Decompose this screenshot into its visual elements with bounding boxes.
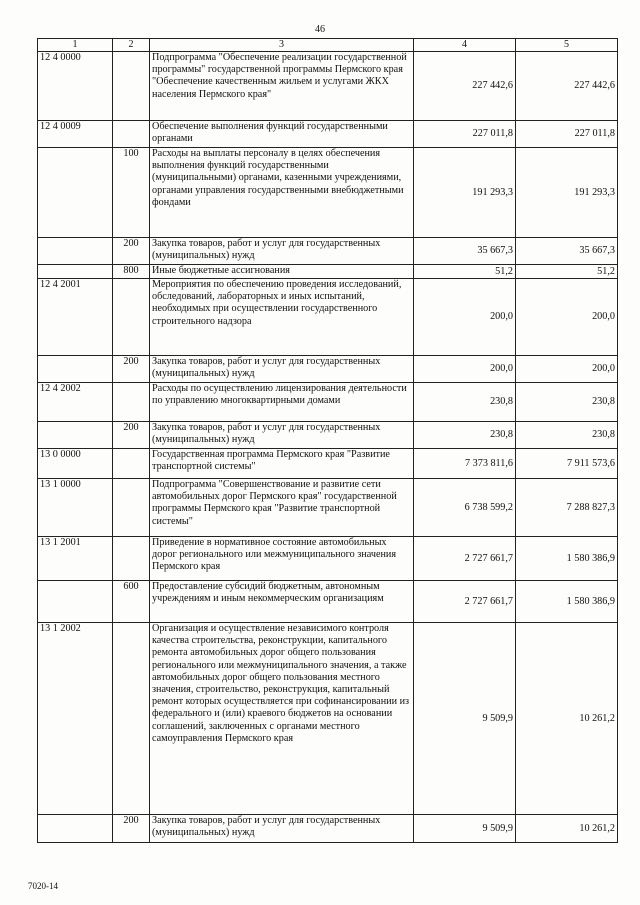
item-name: Предоставление субсидий бюджетным, автономным учреждениям и иным некоммерческим организациям [150, 581, 414, 623]
value-col-4: 227 442,6 [414, 52, 516, 121]
expense-type: 200 [113, 815, 150, 843]
target-code [38, 238, 113, 265]
table-row [38, 479, 618, 537]
value-col-4: 200,0 [414, 279, 516, 356]
item-name: Обеспечение выполнения функций государственными органами [150, 121, 414, 148]
item-name: Подпрограмма "Обеспечение реализации государственной программы" государственной программы Пермского края "Обеспечение качественным жильем и услугами ЖКХ населения Пермского края" [150, 52, 414, 121]
budget-table [37, 38, 618, 843]
expense-type [113, 121, 150, 148]
item-name: Закупка товаров, работ и услуг для государственных (муниципальных) нужд [150, 238, 414, 265]
value-col-5: 7 911 573,6 [516, 449, 618, 479]
item-name: Приведение в нормативное состояние автомобильных дорог регионального или межмуниципального значения Пермского края [150, 537, 414, 581]
expense-type: 200 [113, 238, 150, 265]
table-row [38, 238, 618, 265]
value-col-5: 230,8 [516, 383, 618, 422]
table-row [38, 52, 618, 121]
item-name: Подпрограмма "Совершенствование и развитие сети автомобильных дорог Пермского края" государственной программы Пермского края "Развитие транспортной системы" [150, 479, 414, 537]
value-col-5: 230,8 [516, 422, 618, 449]
target-code: 13 0 0000 [38, 449, 113, 479]
value-col-5: 1 580 386,9 [516, 581, 618, 623]
target-code: 12 4 0000 [38, 52, 113, 121]
item-name: Расходы по осуществлению лицензирования деятельности по управлению многоквартирными домами [150, 383, 414, 422]
table-row [38, 422, 618, 449]
value-col-5: 35 667,3 [516, 238, 618, 265]
header-col-5: 5 [516, 39, 618, 52]
value-col-4: 35 667,3 [414, 238, 516, 265]
header-col-2: 2 [113, 39, 150, 52]
value-col-5: 7 288 827,3 [516, 479, 618, 537]
expense-type [113, 479, 150, 537]
target-code [38, 265, 113, 279]
header-row [38, 39, 618, 52]
item-name: Иные бюджетные ассигнования [150, 265, 414, 279]
expense-type [113, 52, 150, 121]
target-code [38, 581, 113, 623]
target-code: 12 4 2002 [38, 383, 113, 422]
document-code: 7020-14 [28, 881, 58, 891]
table-row [38, 279, 618, 356]
expense-type: 100 [113, 148, 150, 238]
item-name: Мероприятия по обеспечению проведения исследований, обследований, лабораторных и иных испытаний, необходимых при осуществлении государственного строительного надзора [150, 279, 414, 356]
value-col-5: 191 293,3 [516, 148, 618, 238]
target-code: 12 4 0009 [38, 121, 113, 148]
value-col-4: 200,0 [414, 356, 516, 383]
item-name: Закупка товаров, работ и услуг для государственных (муниципальных) нужд [150, 356, 414, 383]
expense-type: 200 [113, 356, 150, 383]
header-col-3: 3 [150, 39, 414, 52]
expense-type [113, 383, 150, 422]
table-row [38, 623, 618, 815]
value-col-4: 191 293,3 [414, 148, 516, 238]
value-col-5: 227 442,6 [516, 52, 618, 121]
target-code [38, 148, 113, 238]
value-col-4: 7 373 811,6 [414, 449, 516, 479]
value-col-5: 227 011,8 [516, 121, 618, 148]
value-col-4: 6 738 599,2 [414, 479, 516, 537]
target-code [38, 422, 113, 449]
expense-type: 200 [113, 422, 150, 449]
value-col-4: 227 011,8 [414, 121, 516, 148]
value-col-5: 200,0 [516, 279, 618, 356]
value-col-5: 10 261,2 [516, 815, 618, 843]
table-row [38, 265, 618, 279]
table-row [38, 383, 618, 422]
table-row [38, 449, 618, 479]
expense-type: 800 [113, 265, 150, 279]
value-col-5: 51,2 [516, 265, 618, 279]
table-row [38, 815, 618, 843]
table-row [38, 148, 618, 238]
value-col-4: 51,2 [414, 265, 516, 279]
target-code: 13 1 2001 [38, 537, 113, 581]
item-name: Организация и осуществление независимого контроля качества строительства, реконструкции, капитального ремонта автомобильных дорог общего пользования регионального или межмуниципального значения, а также автомобильных дорог общего пользования местного значения, строительство, реконструкция, капитальный ремонт которых осуществляется при софинансировании из федерального и (или) краевого бюджетов на основании соглашений, заключенных с органами местного самоуправления Пермского края [150, 623, 414, 815]
expense-type [113, 623, 150, 815]
expense-type [113, 279, 150, 356]
item-name: Закупка товаров, работ и услуг для государственных (муниципальных) нужд [150, 815, 414, 843]
target-code [38, 815, 113, 843]
header-col-4: 4 [414, 39, 516, 52]
value-col-5: 1 580 386,9 [516, 537, 618, 581]
target-code: 13 1 2002 [38, 623, 113, 815]
value-col-5: 200,0 [516, 356, 618, 383]
value-col-4: 2 727 661,7 [414, 581, 516, 623]
table-row [38, 356, 618, 383]
target-code: 12 4 2001 [38, 279, 113, 356]
expense-type: 600 [113, 581, 150, 623]
table-row [38, 537, 618, 581]
value-col-5: 10 261,2 [516, 623, 618, 815]
table-row [38, 121, 618, 148]
item-name: Государственная программа Пермского края "Развитие транспортной системы" [150, 449, 414, 479]
value-col-4: 9 509,9 [414, 815, 516, 843]
page-number: 46 [315, 24, 325, 35]
value-col-4: 9 509,9 [414, 623, 516, 815]
expense-type [113, 537, 150, 581]
item-name: Расходы на выплаты персоналу в целях обеспечения выполнения функций государственными (муниципальными) органами, казенными учреждениями, органами управления государственными внебюджетными фондами [150, 148, 414, 238]
target-code [38, 356, 113, 383]
value-col-4: 230,8 [414, 383, 516, 422]
header-col-1: 1 [38, 39, 113, 52]
table-row [38, 581, 618, 623]
value-col-4: 2 727 661,7 [414, 537, 516, 581]
expense-type [113, 449, 150, 479]
item-name: Закупка товаров, работ и услуг для государственных (муниципальных) нужд [150, 422, 414, 449]
value-col-4: 230,8 [414, 422, 516, 449]
target-code: 13 1 0000 [38, 479, 113, 537]
